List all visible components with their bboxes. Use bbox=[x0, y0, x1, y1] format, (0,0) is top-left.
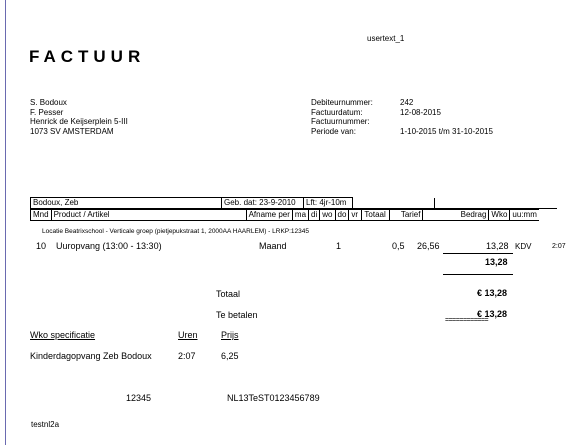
row-di: 1 bbox=[336, 241, 342, 251]
invoice-number-label: Factuurnummer: bbox=[311, 117, 370, 126]
child-age: Lft: 4jr-10m bbox=[304, 198, 353, 209]
footer-lrkp: 12345 bbox=[126, 393, 152, 403]
period-label: Periode van: bbox=[311, 126, 356, 136]
col-product: Product / Artikel bbox=[51, 210, 246, 221]
row-totaal: 0,5 bbox=[392, 241, 405, 251]
period-value: 1-10-2015 t/m 31-10-2015 bbox=[400, 126, 493, 136]
double-underline: ============ bbox=[445, 317, 489, 324]
te-betalen-label: Te betalen bbox=[216, 310, 258, 320]
wko-item-prijs: 6,25 bbox=[221, 351, 239, 361]
col-ma: ma bbox=[292, 210, 308, 221]
row-mnd: 10 bbox=[36, 241, 47, 251]
invoice-title: FACTUUR bbox=[29, 47, 146, 66]
child-birthdate: Geb. dat: 23-9-2010 bbox=[222, 198, 304, 209]
row-uumm: 2:07 bbox=[552, 243, 566, 250]
line-items-header bbox=[30, 209, 539, 221]
address-line: F. Pesser bbox=[30, 107, 64, 117]
address-block bbox=[30, 98, 128, 136]
subtotal-value: 13,28 bbox=[485, 257, 508, 267]
wko-uren-heading: Uren bbox=[178, 330, 198, 340]
row-bedrag: 13,28 bbox=[486, 241, 509, 251]
location-line: Locatie Beatrixschool - Verticale groep (pietjepukstraat 1, 2000AA HAARLEM) - LRKP:12345 bbox=[42, 228, 310, 235]
address-line: S. Bodoux bbox=[30, 98, 67, 107]
col-do: do bbox=[335, 210, 349, 221]
footer-iban: NL13TeST0123456789 bbox=[227, 393, 320, 403]
col-afname: Afname per bbox=[246, 210, 292, 221]
child-info-row bbox=[30, 197, 557, 209]
usertext: usertext_1 bbox=[367, 34, 405, 43]
page-margin-line bbox=[5, 0, 6, 445]
meta-labels bbox=[311, 98, 373, 136]
wko-item-name: Kinderdagopvang Zeb Bodoux bbox=[30, 351, 152, 361]
address-line: 1073 SV AMSTERDAM bbox=[30, 126, 114, 136]
debtor-value: 242 bbox=[400, 98, 414, 107]
totaal-value: € 13,28 bbox=[477, 288, 508, 298]
col-wko: Wko bbox=[489, 210, 510, 221]
address-line: Henrick de Keijserplein 5-III bbox=[30, 117, 128, 126]
row-product: Uuropvang (13:00 - 13:30) bbox=[56, 241, 162, 251]
subtotal-bottom-rule bbox=[443, 274, 513, 275]
date-label: Factuurdatum: bbox=[311, 107, 363, 117]
invoice-number-value bbox=[400, 117, 493, 127]
col-uumm: uu:mm bbox=[510, 210, 539, 221]
col-di: di bbox=[309, 210, 320, 221]
col-bedrag: Bedrag bbox=[423, 210, 489, 221]
wko-item-uren: 2:07 bbox=[178, 351, 196, 361]
child-name: Bodoux, Zeb bbox=[31, 198, 222, 209]
totaal-label: Totaal bbox=[216, 289, 241, 299]
col-wo: wo bbox=[320, 210, 335, 221]
row-tarief: 26,56 bbox=[417, 241, 440, 251]
col-vr: vr bbox=[349, 210, 362, 221]
wko-prijs-heading: Prijs bbox=[221, 330, 239, 340]
meta-values bbox=[400, 98, 493, 136]
date-value: 12-08-2015 bbox=[400, 107, 441, 117]
wko-spec-heading: Wko specificatie bbox=[30, 330, 96, 340]
col-mnd: Mnd bbox=[31, 210, 52, 221]
subtotal-rule bbox=[443, 253, 513, 254]
te-betalen-value: € 13,28 bbox=[477, 309, 508, 319]
col-tarief: Tarief bbox=[390, 210, 423, 221]
row-afname: Maand bbox=[259, 241, 287, 251]
footer-code: testnl2a bbox=[31, 420, 60, 429]
col-totaal: Totaal bbox=[362, 210, 390, 221]
row-wko: KDV bbox=[515, 242, 532, 251]
debtor-label: Debiteurnummer: bbox=[311, 98, 373, 107]
